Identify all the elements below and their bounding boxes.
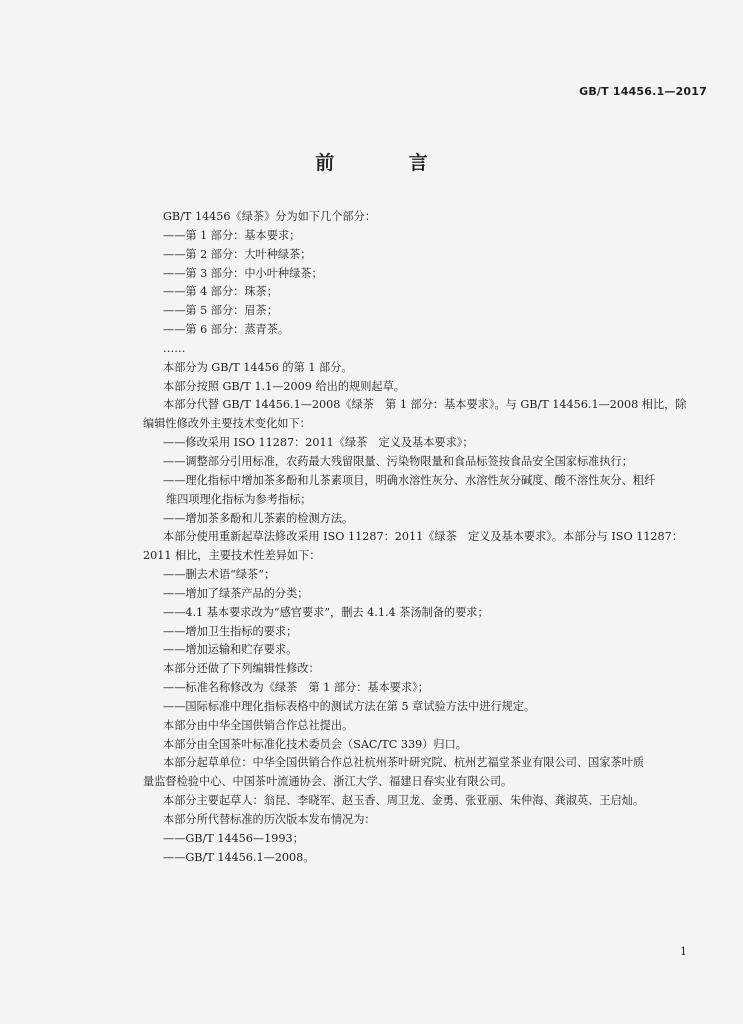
list-item: ——增加了绿茶产品的分类；: [163, 586, 309, 600]
foreword-body: [143, 208, 708, 868]
list-item: ——第 2 部分：大叶种绿茶；: [163, 247, 312, 261]
list-item-continued: 维四项理化指标为参考指标；: [166, 492, 312, 506]
list-item: ——增加运输和贮存要求。: [163, 643, 298, 657]
paragraph: 本部分还做了下列编辑性修改：: [163, 662, 320, 676]
list-item: ——4.1 基本要求改为“感官要求”，删去 4.1.4 茶汤制备的要求；: [163, 605, 489, 619]
ellipsis: ……: [163, 341, 186, 355]
paragraph: 本部分代替 GB/T 14456.1—2008《绿茶 第 1 部分：基本要求》。与 GB/T 14456.1—2008 相比，除: [163, 398, 687, 412]
list-item: ——调整部分引用标准，农药最大残留限量、污染物限量和食品标签按食品安全国家标准执行；: [163, 454, 633, 468]
page-number: 1: [680, 945, 687, 958]
page-title: 前 言: [315, 152, 462, 174]
list-item: ——增加卫生指标的要求；: [163, 624, 298, 638]
list-item: ——理化指标中增加茶多酚和儿茶素项目，明确水溶性灰分、水溶性灰分碱度、酸不溶性灰分、粗纤: [163, 473, 656, 487]
paragraph-intro: GB/T 14456《绿茶》分为如下几个部分：: [163, 210, 376, 223]
paragraph-continued: 编辑性修改外主要技术变化如下：: [143, 417, 311, 431]
list-item: ——标准名称修改为《绿茶 第 1 部分：基本要求》；: [163, 681, 429, 695]
paragraph: 本部分由中华全国供销合作总社提出。: [163, 718, 354, 732]
paragraph: 本部分按照 GB/T 1.1—2009 给出的规则起草。: [163, 379, 405, 393]
list-item: ——增加茶多酚和儿茶素的检测方法。: [163, 511, 354, 525]
list-item: ——第 5 部分：眉茶；: [163, 304, 278, 318]
paragraph-continued: 2011 相比，主要技术性差异如下：: [143, 549, 321, 563]
standard-code: GB/T 14456.1—2017: [579, 85, 707, 98]
paragraph: 本部分为 GB/T 14456 的第 1 部分。: [163, 360, 353, 374]
list-item: ——第 4 部分：珠茶；: [163, 285, 278, 299]
list-item: ——第 3 部分：中小叶种绿茶；: [163, 266, 323, 280]
paragraph: 本部分由全国茶叶标准化技术委员会（SAC/TC 339）归口。: [163, 737, 467, 751]
paragraph: 本部分使用重新起草法修改采用 ISO 11287：2011《绿茶 定义及基本要求》。本部分与 ISO 11287：: [163, 530, 683, 544]
paragraph: 本部分起草单位：中华全国供销合作总社杭州茶叶研究院、杭州艺福堂茶业有限公司、国家茶叶质: [163, 756, 645, 770]
list-item: ——修改采用 ISO 11287：2011《绿茶 定义及基本要求》；: [163, 436, 474, 450]
list-item: ——国际标准中理化指标表格中的测试方法在第 5 章试验方法中进行规定。: [163, 699, 536, 713]
paragraph: 本部分所代替标准的历次版本发布情况为：: [163, 813, 376, 826]
list-item: ——第 1 部分：基本要求；: [163, 228, 301, 242]
list-item: ——删去术语“绿茶”；: [163, 568, 276, 582]
list-item: ——GB/T 14456.1—2008。: [163, 850, 315, 864]
paragraph: 本部分主要起草人：翁昆、李晓军、赵玉香、周卫龙、金勇、张亚丽、朱仲海、龚淑英、王启灿。: [163, 794, 645, 808]
paragraph-continued: 量监督检验中心、中国茶叶流通协会、浙江大学、福建日春实业有限公司。: [143, 775, 513, 789]
list-item: ——第 6 部分：蒸青茶。: [163, 323, 290, 337]
list-item: ——GB/T 14456—1993；: [163, 831, 304, 845]
